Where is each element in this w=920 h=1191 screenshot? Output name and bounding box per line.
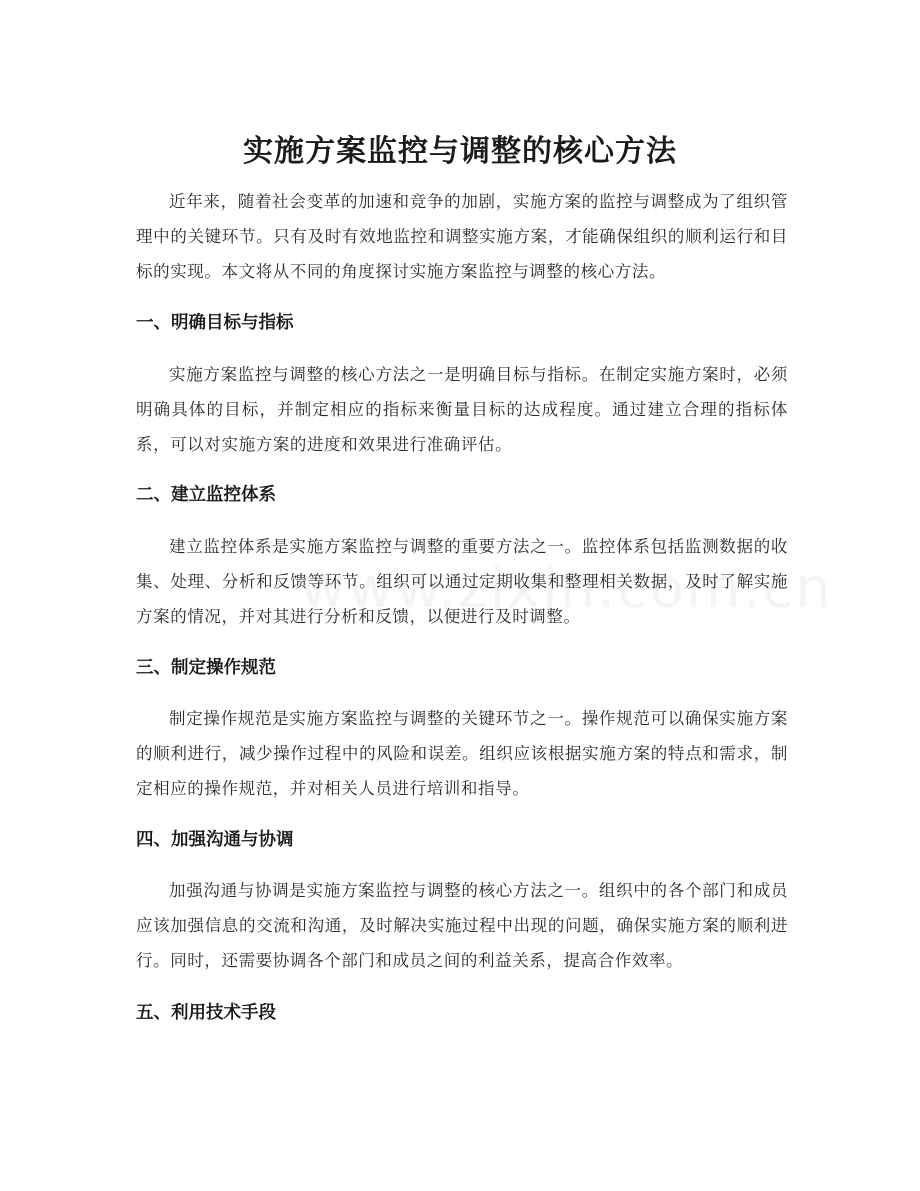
section-2-heading: 二、建立监控体系 bbox=[136, 485, 276, 505]
document-title: 实施方案监控与调整的核心方法 bbox=[243, 134, 677, 170]
section-5-heading: 五、利用技术手段 bbox=[136, 1003, 276, 1023]
section-2-body: 建立监控体系是实施方案监控与调整的重要方法之一。监控体系包括监测数据的收集、处理、分析和反馈等环节。组织可以通过定期收集和整理相关数据，及时了解实施方案的情况，并对其进行分析和反馈，以便进行及时调整。 bbox=[136, 537, 788, 626]
intro-paragraph: 近年来，随着社会变革的加速和竞争的加剧，实施方案的监控与调整成为了组织管理中的关键环节。只有及时有效地监控和调整实施方案，才能确保组织的顺利运行和目标的实现。本文将从不同的角度探讨实施方案监控与调整的核心方法。 bbox=[136, 192, 788, 281]
section-3-body: 制定操作规范是实施方案监控与调整的关键环节之一。操作规范可以确保实施方案的顺利进行，减少操作过程中的风险和误差。组织应该根据实施方案的特点和需求，制定相应的操作规范，并对相关人员进行培训和指导。 bbox=[136, 709, 788, 798]
section-1-body: 实施方案监控与调整的核心方法之一是明确目标与指标。在制定实施方案时，必须明确具体的目标，并制定相应的指标来衡量目标的达成程度。通过建立合理的指标体系，可以对实施方案的进度和效果进行准确评估。 bbox=[136, 365, 788, 454]
section-4-heading: 四、加强沟通与协调 bbox=[136, 830, 294, 850]
section-1-heading: 一、明确目标与指标 bbox=[136, 313, 294, 333]
section-4-body: 加强沟通与协调是实施方案监控与调整的核心方法之一。组织中的各个部门和成员应该加强信息的交流和沟通，及时解决实施过程中出现的问题，确保实施方案的顺利进行。同时，还需要协调各个部门和成员之间的利益关系，提高合作效率。 bbox=[136, 881, 788, 970]
section-3-heading: 三、制定操作规范 bbox=[136, 658, 276, 678]
